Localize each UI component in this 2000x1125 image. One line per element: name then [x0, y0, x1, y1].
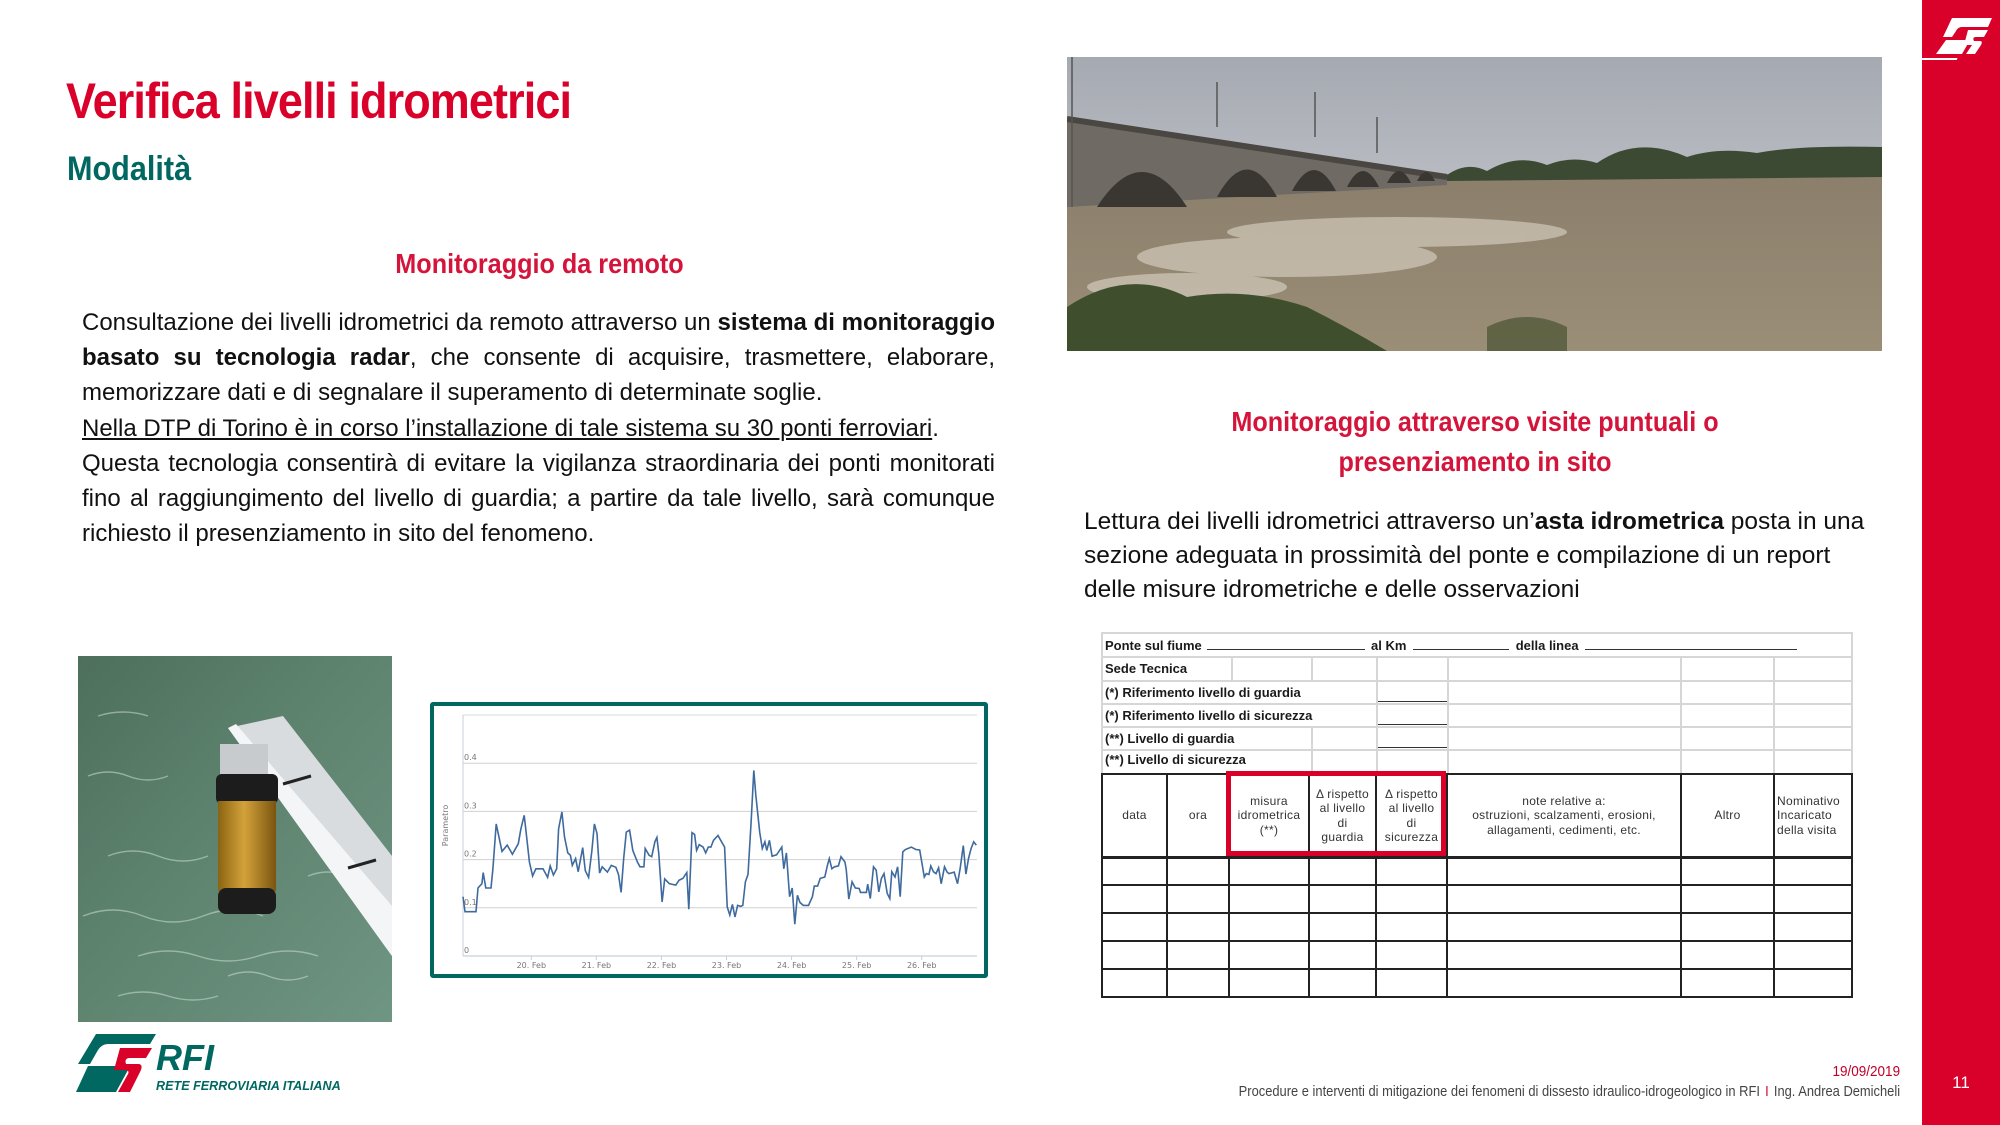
column-header: Nominativo Incaricato della visita — [1777, 793, 1841, 837]
table-cell[interactable] — [1682, 970, 1773, 996]
x-tick-label: 24. Feb — [776, 961, 807, 970]
y-tick-label: 0 — [464, 946, 470, 955]
table-cell[interactable] — [1230, 970, 1308, 996]
table-cell[interactable] — [1103, 858, 1166, 884]
y-tick-label: 0.3 — [464, 801, 477, 811]
footer-date: 19/09/2019 — [1832, 1063, 1900, 1080]
form-row-ref-sicurezza: (*) Riferimento livello di sicurezza — [1105, 708, 1313, 723]
table-cell[interactable] — [1682, 886, 1773, 912]
bridge-river-field[interactable] — [1207, 636, 1365, 650]
heading-line: Monitoraggio attraverso visite puntuali o — [1231, 406, 1719, 437]
page-subtitle: Modalità — [67, 150, 192, 188]
column-header: Δ rispetto al livello di sicurezza — [1384, 786, 1439, 844]
remote-monitoring-heading: Monitoraggio da remoto — [395, 248, 684, 279]
x-tick-label: 20. Feb — [516, 961, 547, 970]
column-header: Δ rispetto al livello di guardia — [1315, 786, 1370, 844]
table-cell[interactable] — [1682, 942, 1773, 968]
text-span: Consultazione dei livelli idrometrici da remoto attraverso un — [82, 309, 718, 336]
radar-sensor-photo — [78, 656, 392, 1022]
grid-line — [1851, 632, 1853, 773]
table-cell[interactable] — [1682, 914, 1773, 940]
underlined-text: Nella DTP di Torino è in corso l’installazione di tale sistema su 30 ponti ferroviari — [82, 414, 933, 442]
table-cell[interactable] — [1682, 858, 1773, 884]
km-field[interactable] — [1413, 636, 1509, 650]
table-cell[interactable] — [1103, 970, 1166, 996]
line-label: della linea — [1515, 638, 1579, 653]
bold-text: sistema di monitoraggio basato su tecnologia radar — [82, 309, 995, 372]
table-cell[interactable] — [1448, 970, 1680, 996]
paragraph-radar-system — [82, 305, 995, 411]
x-tick-label: 26. Feb — [906, 961, 937, 970]
table-cell[interactable] — [1310, 942, 1375, 968]
table-cell[interactable] — [1230, 942, 1308, 968]
table-cell[interactable] — [1168, 970, 1228, 996]
y-axis-label: Parametro — [441, 804, 450, 847]
logo-brand-text: RFI — [156, 1037, 214, 1078]
grid-line — [1311, 726, 1313, 773]
table-cell[interactable] — [1377, 858, 1446, 884]
column-header: misura idrometrica (**) — [1237, 793, 1301, 837]
table-cell[interactable] — [1103, 942, 1166, 968]
footer-title: Procedure e interventi di mitigazione dei fenomeni di dissesto idraulico-idrogeologico in RFI — [1238, 1083, 1760, 1100]
table-cell[interactable] — [1168, 886, 1228, 912]
grid-line — [1680, 656, 1682, 773]
table-cell[interactable] — [1448, 914, 1680, 940]
column-header: ora — [1188, 808, 1208, 823]
column-header: data — [1122, 808, 1147, 823]
km-label: al Km — [1371, 638, 1407, 653]
fill-line[interactable] — [1378, 701, 1447, 702]
footer-caption — [1239, 1083, 1900, 1100]
footer-author: Ing. Andrea Demicheli — [1773, 1083, 1900, 1100]
table-cell[interactable] — [1448, 886, 1680, 912]
form-row-livello-sicurezza: (**) Livello di sicurezza — [1105, 752, 1246, 767]
x-tick-label: 25. Feb — [841, 961, 872, 970]
fs-logo-icon — [1922, 10, 2000, 70]
page-number: 11 — [1952, 1073, 1970, 1092]
grid-line — [1447, 656, 1449, 773]
table-cell[interactable] — [1230, 886, 1308, 912]
fill-line[interactable] — [1378, 724, 1447, 725]
table-cell[interactable] — [1310, 858, 1375, 884]
text-span: , che consente di acquisire, trasmettere, elaborare, memorizzare dati e di segnalare il superamento di determinate soglie. — [82, 344, 996, 407]
table-cell[interactable] — [1230, 858, 1308, 884]
brand-sidebar — [1922, 0, 2000, 1125]
line-field[interactable] — [1585, 636, 1797, 650]
table-cell[interactable] — [1103, 886, 1166, 912]
highlight-box — [1226, 771, 1446, 856]
water-level-chart — [430, 702, 988, 978]
table-cell[interactable] — [1448, 942, 1680, 968]
remote-monitoring-text — [82, 305, 995, 551]
table-cell[interactable] — [1310, 970, 1375, 996]
x-tick-label: 21. Feb — [581, 961, 612, 970]
table-cell[interactable] — [1775, 886, 1853, 912]
form-row-livello-guardia: (**) Livello di guardia — [1105, 731, 1235, 746]
table-cell[interactable] — [1377, 970, 1446, 996]
grid-line — [1773, 656, 1775, 773]
report-form-table — [1101, 632, 1853, 997]
rfi-logo — [68, 1030, 368, 1100]
fill-line[interactable] — [1378, 747, 1447, 748]
table-cell[interactable] — [1310, 886, 1375, 912]
form-row-ref-guardia: (*) Riferimento livello di guardia — [1105, 685, 1301, 700]
table-cell[interactable] — [1168, 914, 1228, 940]
table-cell[interactable] — [1775, 858, 1853, 884]
text-span: posta in una sezione adeguata in prossimità del ponte e compilazione di un report delle misure idrometriche e delle osservazioni — [1084, 508, 1865, 603]
grid-line — [1311, 656, 1313, 680]
table-cell[interactable] — [1775, 970, 1853, 996]
table-cell[interactable] — [1168, 942, 1228, 968]
table-cell[interactable] — [1775, 942, 1853, 968]
grid-line — [1231, 656, 1233, 680]
site-visit-heading — [1115, 402, 1835, 482]
measurements-table — [1101, 773, 1853, 997]
chart-canvas — [434, 706, 984, 974]
site-visit-text — [1084, 505, 1884, 607]
footer-separator: I — [1765, 1083, 1769, 1100]
page-title: Verifica livelli idrometrici — [66, 73, 572, 129]
form-row-sede: Sede Tecnica — [1105, 661, 1188, 676]
table-line — [1101, 996, 1853, 998]
logo-tagline-text: RETE FERROVIARIA ITALIANA — [156, 1079, 341, 1093]
y-tick-label: 0.2 — [464, 849, 477, 859]
table-cell[interactable] — [1377, 914, 1446, 940]
text-span: Lettura dei livelli idrometrici attraverso un’ — [1084, 508, 1535, 535]
form-header-line — [1101, 634, 1797, 657]
bridge-river-label: Ponte sul fiume — [1105, 638, 1202, 653]
table-cell[interactable] — [1103, 914, 1166, 940]
series-line-parametro — [463, 770, 976, 924]
table-cell[interactable] — [1310, 914, 1375, 940]
table-cell[interactable] — [1230, 914, 1308, 940]
x-tick-label: 22. Feb — [646, 961, 677, 970]
x-tick-label: 23. Feb — [711, 961, 742, 970]
table-cell[interactable] — [1448, 858, 1680, 884]
flooded-bridge-photo — [1067, 57, 1882, 351]
table-cell[interactable] — [1377, 942, 1446, 968]
paragraph-torino — [82, 411, 995, 446]
table-cell[interactable] — [1377, 886, 1446, 912]
table-cell[interactable] — [1168, 858, 1228, 884]
y-tick-label: 0.1 — [464, 897, 477, 907]
paragraph-technology: Questa tecnologia consentirà di evitare la vigilanza straordinaria dei ponti monitorati fino al raggiungimento del livello di guardia; a partire da tale livello, sarà comunque richiesto il presenziamento in sito del fenomeno. — [82, 449, 995, 548]
table-cell[interactable] — [1775, 914, 1853, 940]
bold-text: asta idrometrica — [1534, 508, 1724, 535]
grid-line — [1376, 656, 1378, 773]
column-header: Altro — [1714, 808, 1741, 823]
y-tick-label: 0.4 — [464, 753, 477, 763]
text-span: . — [932, 414, 939, 442]
column-header: note relative a: ostruzioni, scalzamenti, erosioni, allagamenti, cedimenti, etc. — [1472, 793, 1656, 837]
heading-line: presenziamento in sito — [1338, 446, 1612, 477]
